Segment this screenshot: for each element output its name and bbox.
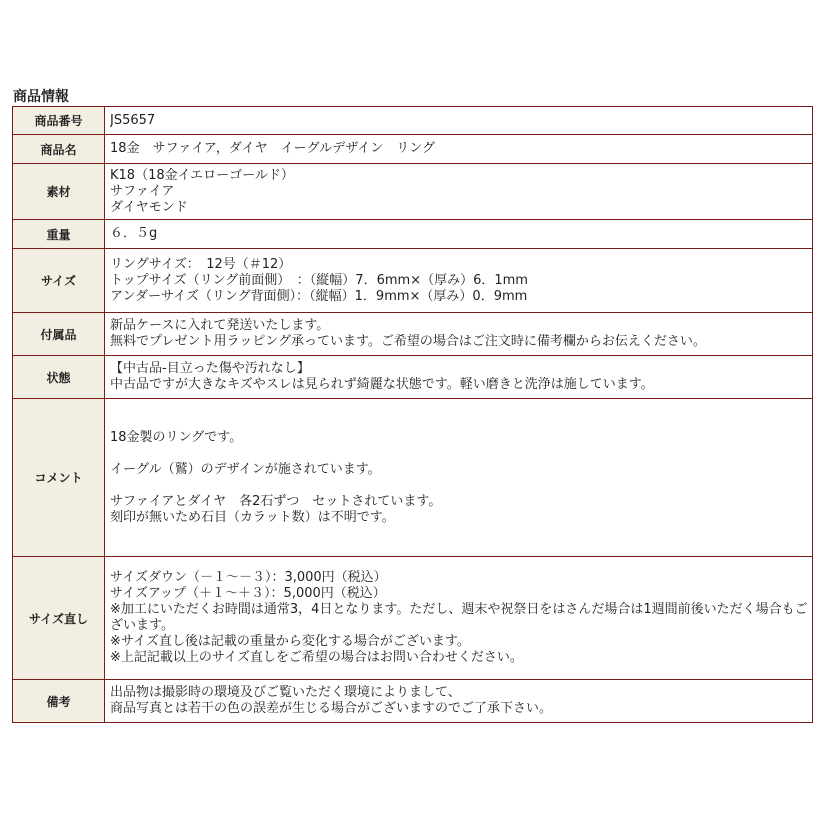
row-size <box>13 249 813 313</box>
value-line: 中古品ですが大きなキズやスレは見られず綺麗な状態です。軽い磨きと洗浄は施しています。 <box>110 377 654 392</box>
row-value <box>105 557 813 680</box>
value-line: 出品物は撮影時の環境及びご覧いただく環境によりまして、 <box>110 685 461 700</box>
section-heading: 商品情報 <box>13 89 69 105</box>
row-product-name <box>13 135 813 164</box>
row-label: 商品名 <box>13 135 105 164</box>
value-line: サイズダウン（－１～－３）：3,000円（税込） <box>110 570 387 585</box>
row-weight <box>13 220 813 249</box>
row-label: コメント <box>13 399 105 557</box>
blank-line <box>110 478 812 494</box>
value-line: 刻印が無いため石目（カラット数）は不明です。 <box>110 509 395 525</box>
row-value <box>105 164 813 220</box>
value-line: 新品ケースに入れて発送いたします。 <box>110 318 330 333</box>
value-line: リングサイズ： 12号（＃12） <box>110 256 292 272</box>
row-resize <box>13 557 813 680</box>
value-line: K18（18金イエローゴールド） <box>110 167 294 183</box>
row-material <box>13 164 813 220</box>
row-value <box>105 107 813 135</box>
row-label: 備考 <box>13 680 105 723</box>
row-label: 付属品 <box>13 313 105 356</box>
value-line: サファイアとダイヤ 各2石ずつ セットされています。 <box>110 493 442 509</box>
row-label: 重量 <box>13 220 105 249</box>
row-label: 商品番号 <box>13 107 105 135</box>
value-line: ※加工にいただくお時間は通常3，4日となります。ただし、週末や祝祭日をはさんだ場合は1週間前後いただく場合もございます。 <box>110 602 808 633</box>
row-remarks <box>13 680 813 723</box>
value-line: 商品写真とは若干の色の誤差が生じる場合がございますのでご了承下さい。 <box>110 701 553 716</box>
value-line: ※上記記載以上のサイズ直しをご希望の場合はお問い合わせください。 <box>110 650 523 665</box>
product-info-table <box>12 106 813 723</box>
value-line: ※サイズ直し後は記載の重量から変化する場合がございます。 <box>110 634 470 649</box>
row-product-number <box>13 107 813 135</box>
row-condition <box>13 356 813 399</box>
row-value <box>105 249 813 313</box>
value-line: 18金 サファイア，ダイヤ イーグルデザイン リング <box>110 141 436 156</box>
value-line: JS5657 <box>110 112 156 128</box>
row-value <box>105 220 813 249</box>
row-label: サイズ直し <box>13 557 105 680</box>
row-value <box>105 313 813 356</box>
row-value <box>105 135 813 164</box>
value-line: ６．５g <box>110 226 158 241</box>
row-label: 状態 <box>13 356 105 399</box>
row-value <box>105 399 813 557</box>
row-accessories <box>13 313 813 356</box>
row-value <box>105 680 813 723</box>
value-line: アンダーサイズ（リング背面側）：（縦幅）1．9mm×（厚み）0．9mm <box>110 288 528 304</box>
value-line: サファイア <box>110 183 175 199</box>
row-label: 素材 <box>13 164 105 220</box>
blank-line <box>110 446 812 462</box>
row-value <box>105 356 813 399</box>
value-line: イーグル（鷲）のデザインが施されています。 <box>110 461 381 477</box>
value-line: サイズアップ（＋１～＋３）：5,000円（税込） <box>110 586 386 601</box>
value-line: 【中古品-目立った傷や汚れなし】 <box>110 361 310 376</box>
row-label: サイズ <box>13 249 105 313</box>
value-line: ダイヤモンド <box>110 199 188 215</box>
value-line: 無料でプレゼント用ラッピング承っています。ご希望の場合はご注文時に備考欄からお伝えください。 <box>110 334 706 349</box>
row-comment <box>13 399 813 557</box>
value-line: 18金製のリングです。 <box>110 429 243 445</box>
value-line: トップサイズ（リング前面側） ：（縦幅）7．6mm×（厚み）6．1mm <box>110 272 528 288</box>
